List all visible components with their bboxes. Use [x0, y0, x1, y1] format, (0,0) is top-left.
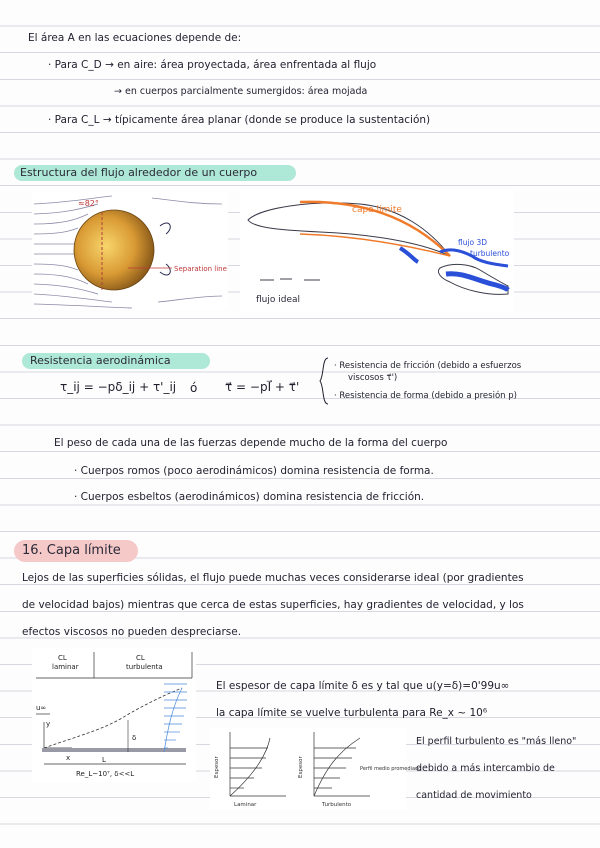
profile-ylabel-turbulent: Espesor	[298, 756, 304, 778]
cl-laminar-label-1: CL	[58, 654, 67, 662]
boundary-layer-paragraph-line-2: de velocidad bajos) mientras que cerca de estas superficies, hay gradientes de velocidad, y los	[22, 599, 524, 611]
thickness-definition: El espesor de capa límite δ es y tal que u(y=δ)=0'99u∞	[216, 680, 510, 692]
x-axis-label: x	[66, 754, 71, 762]
stress-equation-tensor: τ⃗ = −pI⃗ + τ⃗'	[225, 380, 300, 394]
sphere-flow-figure	[32, 192, 228, 310]
section-heading-aero-drag: Resistencia aerodinámica	[30, 354, 171, 367]
turbulent-profile-note-3: cantidad de movimiento	[416, 790, 532, 801]
note-line-1: El área A en las ecuaciones depende de:	[28, 32, 242, 44]
section-heading-flow-structure: Estructura del flujo alrededor de un cuerpo	[20, 166, 258, 179]
airfoil-flow-figure	[240, 190, 514, 312]
boundary-layer-label: capa límite	[352, 205, 402, 215]
stress-equation-index: τ_ij = −pδ_ij + τ'_ij	[60, 380, 177, 394]
laminar-profile-label: Laminar	[234, 802, 257, 808]
slender-bodies-bullet: · Cuerpos esbeltos (aerodinámicos) domina resistencia de fricción.	[74, 491, 425, 503]
note-line-3: → en cuerpos parcialmente sumergidos: área mojada	[114, 86, 368, 97]
turbulent-profile-label: Turbulento	[322, 802, 352, 808]
section-heading-boundary-layer: 16. Capa límite	[22, 543, 121, 558]
note-line-4: · Para C_L → típicamente área planar (donde se produce la sustentación)	[48, 114, 431, 126]
turbulent-transition: la capa límite se vuelve turbulenta para Re_x ~ 10⁶	[216, 707, 488, 719]
flat-plate-boundary-layer-figure	[32, 648, 196, 782]
reynolds-caption: Re_L~10⁷, δ<<L	[76, 770, 135, 778]
y-axis-label: y	[46, 720, 51, 728]
curly-brace	[318, 356, 330, 406]
mean-profile-label: Perfil medio promediado	[360, 766, 422, 772]
free-stream-label: u∞	[36, 704, 47, 712]
boundary-layer-paragraph-line-3: efectos viscosos no pueden despreciarse.	[22, 626, 242, 638]
separation-line-label: Separation line	[174, 265, 227, 273]
boundary-layer-paragraph-line-1: Lejos de las superficies sólidas, el flujo puede muchas veces considerarse ideal (por gradientes	[22, 572, 524, 584]
sphere-angle-label: ≈82°	[78, 199, 99, 208]
bluff-bodies-bullet: · Cuerpos romos (poco aerodinámicos) domina resistencia de forma.	[74, 465, 434, 477]
length-label: L	[102, 756, 106, 764]
cl-turbulent-label-2: turbulenta	[126, 663, 163, 671]
equation-or: ó	[190, 381, 198, 395]
note-line-2: · Para C_D → en aire: área proyectada, área enfrentada al flujo	[48, 59, 377, 71]
turbulent-profile-note-2: debido a más intercambio de	[416, 763, 555, 774]
velocity-profiles-figure	[210, 728, 422, 810]
friction-drag-item-cont: viscosos τ⃗')	[348, 373, 398, 383]
cl-laminar-label-2: laminar	[52, 663, 79, 671]
cl-turbulent-label-1: CL	[136, 654, 145, 662]
turbulent-flow-label-2: turbulento	[470, 249, 510, 258]
profile-ylabel-laminar: Espesor	[214, 756, 220, 778]
force-weight-paragraph: El peso de cada una de las fuerzas depende mucho de la forma del cuerpo	[54, 437, 448, 449]
delta-label: δ	[132, 734, 137, 742]
turbulent-flow-label-1: flujo 3D	[458, 238, 488, 247]
friction-drag-item: · Resistencia de fricción (debido a esfuerzos	[334, 361, 522, 371]
ideal-flow-label: flujo ideal	[256, 295, 301, 305]
form-drag-item: · Resistencia de forma (debido a presión p)	[334, 391, 517, 401]
turbulent-profile-note-1: El perfil turbulento es "más lleno"	[416, 736, 577, 747]
